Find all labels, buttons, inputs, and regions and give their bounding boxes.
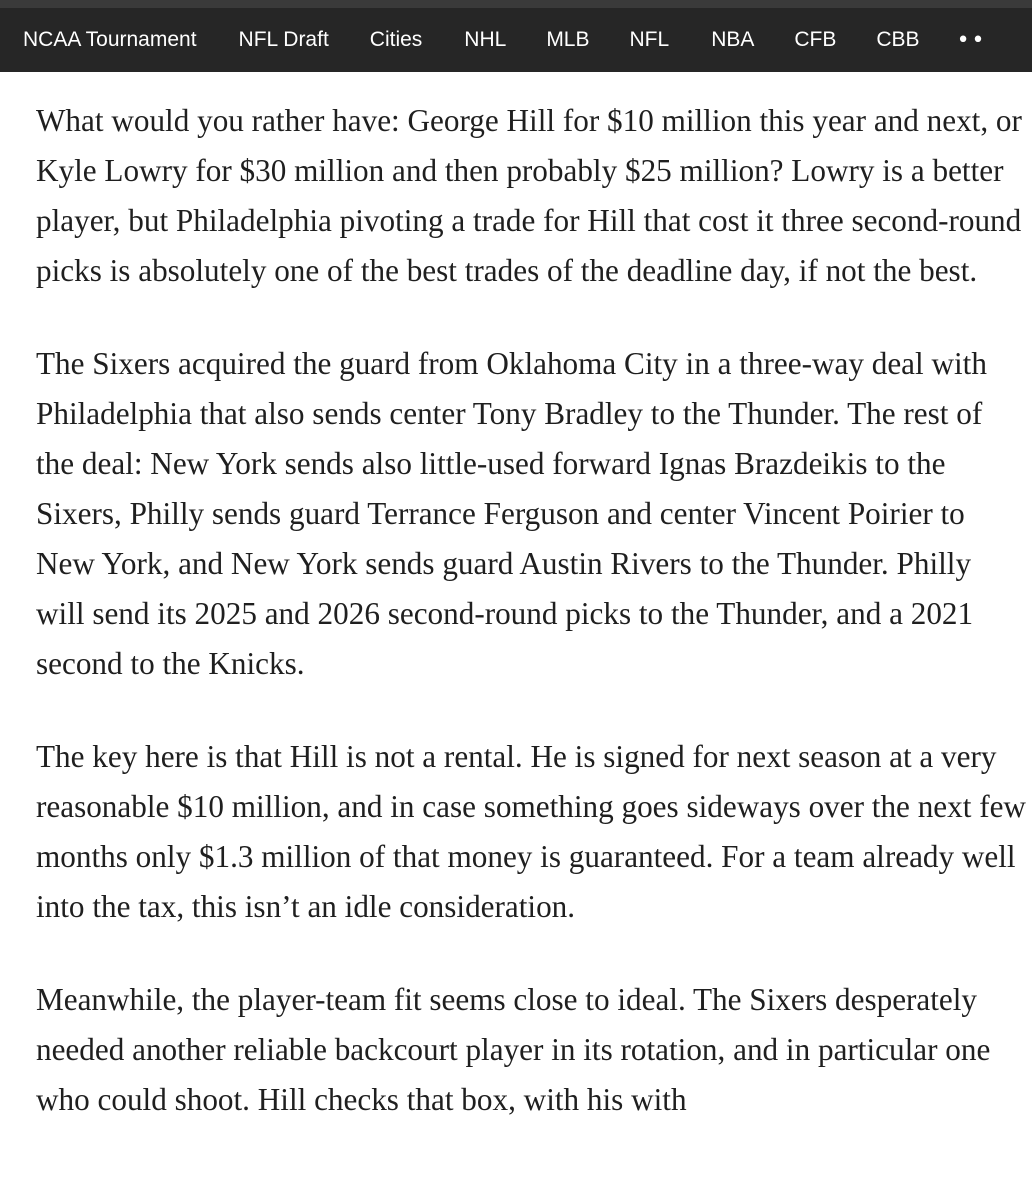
nav-item-nhl[interactable]: NHL	[464, 28, 507, 51]
nav-item-nba[interactable]: NBA	[711, 28, 755, 51]
nav-item-cities[interactable]: Cities	[369, 28, 423, 51]
nav-item-cfb[interactable]: CFB	[794, 28, 837, 51]
article-paragraph-2: The Sixers acquired the guard from Oklahoma City in a three-way deal with Philadelphia that also sends center Tony Bradley to the Thunder. The rest of the deal: New York sends also little-used forward Ignas Brazdeikis to the Sixers, Philly sends guard Terrance Ferguson and center Vincent Poirier to New York, and New York sends guard Austin Rivers to the Thunder. Philly will send its 2025 and 2026 second-round picks to the Thunder, and a 2021 second to the Knicks.	[36, 346, 987, 681]
nav-item-nfl-draft[interactable]: NFL Draft	[238, 28, 329, 51]
article-body	[36, 96, 1026, 1168]
nav-item-nfl[interactable]: NFL	[629, 28, 670, 51]
nav-item-cbb[interactable]: CBB	[876, 28, 920, 51]
top-edge-strip	[0, 0, 1032, 8]
nav-item-mlb[interactable]: MLB	[546, 28, 590, 51]
nav-item-ncaa-tournament[interactable]: NCAA Tournament	[23, 28, 197, 51]
top-navigation-bar	[0, 8, 1032, 72]
ellipsis-icon[interactable]: ••	[956, 27, 987, 53]
article-paragraph-1: What would you rather have: George Hill for $10 million this year and next, or Kyle Lowry for $30 million and then probably $25 million? Lowry is a better player, but Philadelphia pivoting a trade for Hill that cost it three second-round picks is absolutely one of the best trades of the deadline day, if not the best.	[36, 103, 1022, 288]
article-paragraph-3: The key here is that Hill is not a rental. He is signed for next season at a very reasonable $10 million, and in case something goes sideways over the next few months only $1.3 million of that money is guaranteed. For a team already well into the tax, this isn’t an idle consideration.	[36, 739, 1026, 924]
article-paragraph-4: Meanwhile, the player-team fit seems close to ideal. The Sixers desperately needed another reliable backcourt player in its rotation, and in particular one who could shoot. Hill checks that box, with his with	[36, 982, 991, 1117]
